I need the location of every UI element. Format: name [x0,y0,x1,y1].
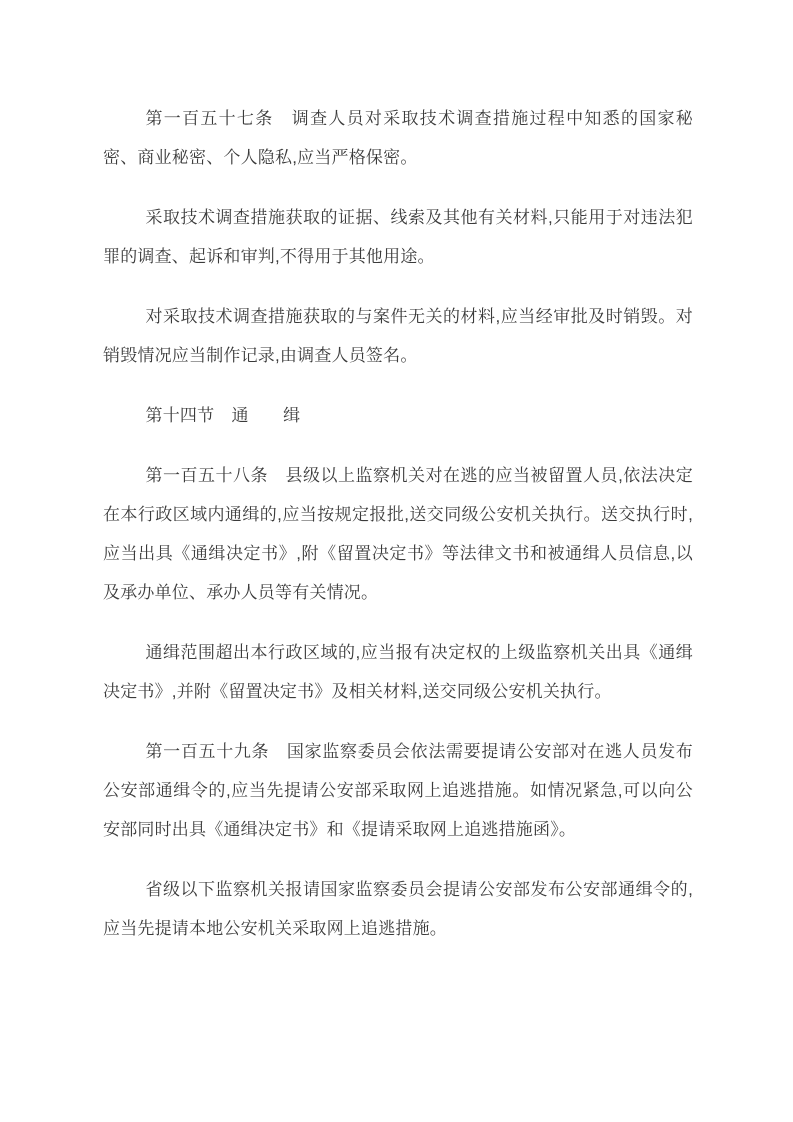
paragraph: 对采取技术调查措施获取的与案件无关的材料,应当经审批及时销毁。对销毁情况应当制作记录,由调查人员签名。 [103,307,693,365]
paragraph: 通缉范围超出本行政区域的,应当报有决定权的上级监察机关出具《通缉决定书》,并附《留置决定书》及相关材料,送交同级公安机关执行。 [103,643,693,701]
section-heading: 第十四节 通 缉 [145,406,301,425]
paragraph: 第一百五十七条 调查人员对采取技术调查措施过程中知悉的国家秘密、商业秘密、个人隐私,应当严格保密。 [103,109,693,167]
document-body [103,99,693,948]
paragraph: 第一百五十八条 县级以上监察机关对在逃的应当被留置人员,依法决定在本行政区域内通缉的,应当按规定报批,送交同级公安机关执行。送交执行时,应当出具《通缉决定书》,附《留置决定书》等法律文书和被通缉人员信息,以及承办单位、承办人员等有关情况。 [103,466,693,602]
paragraph: 第一百五十九条 国家监察委员会依法需要提请公安部对在逃人员发布公安部通缉令的,应当先提请公安部采取网上追逃措施。如情况紧急,可以向公安部同时出具《通缉决定书》和《提请采取网上追逃措施函》。 [103,742,693,839]
paragraph: 采取技术调查措施获取的证据、线索及其他有关材料,只能用于对违法犯罪的调查、起诉和审判,不得用于其他用途。 [103,208,693,266]
paragraph: 省级以下监察机关报请国家监察委员会提请公安部发布公安部通缉令的,应当先提请本地公安机关采取网上追逃措施。 [103,880,693,938]
